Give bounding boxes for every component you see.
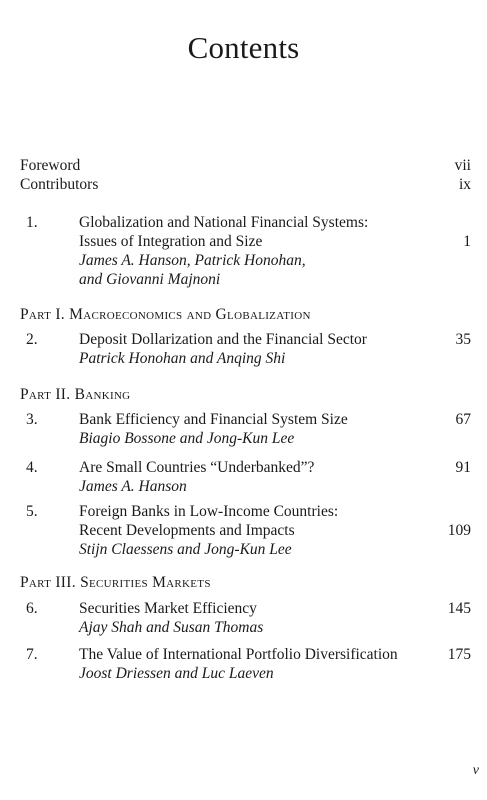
folio-page-number: v <box>472 763 479 778</box>
page-number: 91 <box>455 459 471 476</box>
page-number: vii <box>454 157 471 174</box>
chapter-number: 1. <box>26 214 38 231</box>
chapter-title-line[interactable]: Bank Efficiency and Financial System Size <box>79 411 348 428</box>
page-number: 1 <box>463 233 471 250</box>
chapter-title-line[interactable]: Foreign Banks in Low-Income Countries: <box>79 503 339 520</box>
chapter-authors: James A. Hanson, Patrick Honohan, <box>79 252 306 269</box>
chapter-number: 4. <box>26 459 38 476</box>
part-heading: Part II. Banking <box>20 386 131 403</box>
chapter-number: 7. <box>26 646 38 663</box>
chapter-authors: James A. Hanson <box>79 478 187 495</box>
toc-entry-foreword[interactable]: Foreword <box>20 157 81 174</box>
page-number: 175 <box>447 646 471 663</box>
chapter-title-line[interactable]: Securities Market Efficiency <box>79 600 257 617</box>
chapter-number: 3. <box>26 411 38 428</box>
chapter-authors: Patrick Honohan and Anqing Shi <box>79 350 286 367</box>
chapter-number: 2. <box>26 331 38 348</box>
page-number: 109 <box>447 522 471 539</box>
chapter-number: 5. <box>26 503 38 520</box>
page-title: Contents <box>187 30 300 65</box>
page-number: 67 <box>455 411 471 428</box>
chapter-authors: Joost Driessen and Luc Laeven <box>79 665 274 682</box>
chapter-title-line[interactable]: Issues of Integration and Size <box>79 233 263 250</box>
part-heading: Part III. Securities Markets <box>20 574 211 591</box>
chapter-number: 6. <box>26 600 38 617</box>
page-number: 35 <box>455 331 471 348</box>
chapter-title-line[interactable]: Are Small Countries “Underbanked”? <box>79 459 315 476</box>
chapter-authors: Ajay Shah and Susan Thomas <box>79 619 264 636</box>
chapter-title-line[interactable]: Recent Developments and Impacts <box>79 522 295 539</box>
part-heading: Part I. Macroeconomics and Globalization <box>20 306 311 323</box>
chapter-authors: Stijn Claessens and Jong-Kun Lee <box>79 541 292 558</box>
chapter-title-line[interactable]: Globalization and National Financial Systems: <box>79 214 369 231</box>
chapter-title-line[interactable]: Deposit Dollarization and the Financial Sector <box>79 331 367 348</box>
chapter-authors: and Giovanni Majnoni <box>79 271 221 288</box>
toc-entry-contributors[interactable]: Contributors <box>20 176 99 193</box>
chapter-title-line[interactable]: The Value of International Portfolio Diversification <box>79 646 398 663</box>
chapter-authors: Biagio Bossone and Jong-Kun Lee <box>79 430 295 447</box>
page-number: ix <box>458 176 471 193</box>
page-number: 145 <box>447 600 471 617</box>
